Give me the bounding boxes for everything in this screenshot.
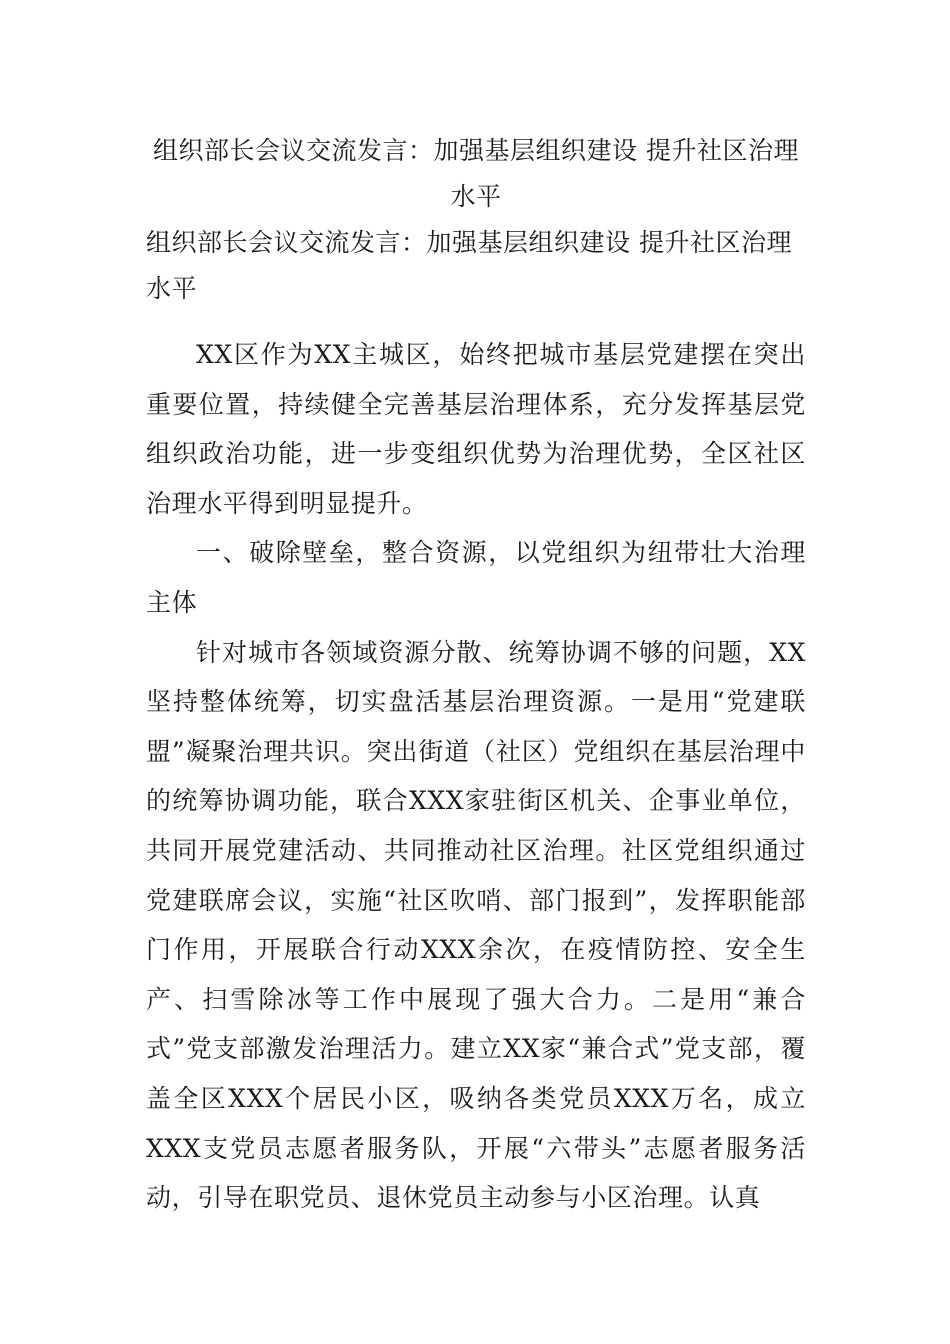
document-page: [146, 128, 806, 1223]
document-title: 组织部长会议交流发言：加强基层组织建设 提升社区治理水平: [153, 136, 799, 211]
section-heading-1: 一、破除壁垒，整合资源，以党组织为纽带壮大治理主体: [146, 538, 806, 617]
paragraph-body: 针对城市各领域资源分散、统筹协调不够的问题，XX坚持整体统筹，切实盘活基层治理资源。一是用“党建联盟”凝聚治理共识。突出街道（社区）党组织在基层治理中的统筹协调功能，联合XXX家驻街区机关、企事业单位，共同开展党建活动、共同推动社区治理。社区党组织通过党建联席会议，实施“社区吹哨、部门报到”，发挥职能部门作用，开展联合行动XXX余次，在疫情防控、安全生产、扫雪除冰等工作中展现了强大合力。二是用“兼合式”党支部激发治理活力。建立XX家“兼合式”党支部，覆盖全区XXX个居民小区，吸纳各类党员XXX万名，成立XXX支党员志愿者服务队，开展“六带头”志愿者服务活动，引导在职党员、退休党员主动参与小区治理。认真: [146, 637, 806, 1213]
paragraph-intro: XX区作为XX主城区，始终把城市基层党建摆在突出重要位置，持续健全完善基层治理体系，充分发挥基层党组织政治功能，进一步变组织优势为治理优势，全区社区治理水平得到明显提升。: [146, 340, 806, 518]
document-subtitle: 组织部长会议交流发言：加强基层组织建设 提升社区治理水平: [146, 228, 792, 303]
